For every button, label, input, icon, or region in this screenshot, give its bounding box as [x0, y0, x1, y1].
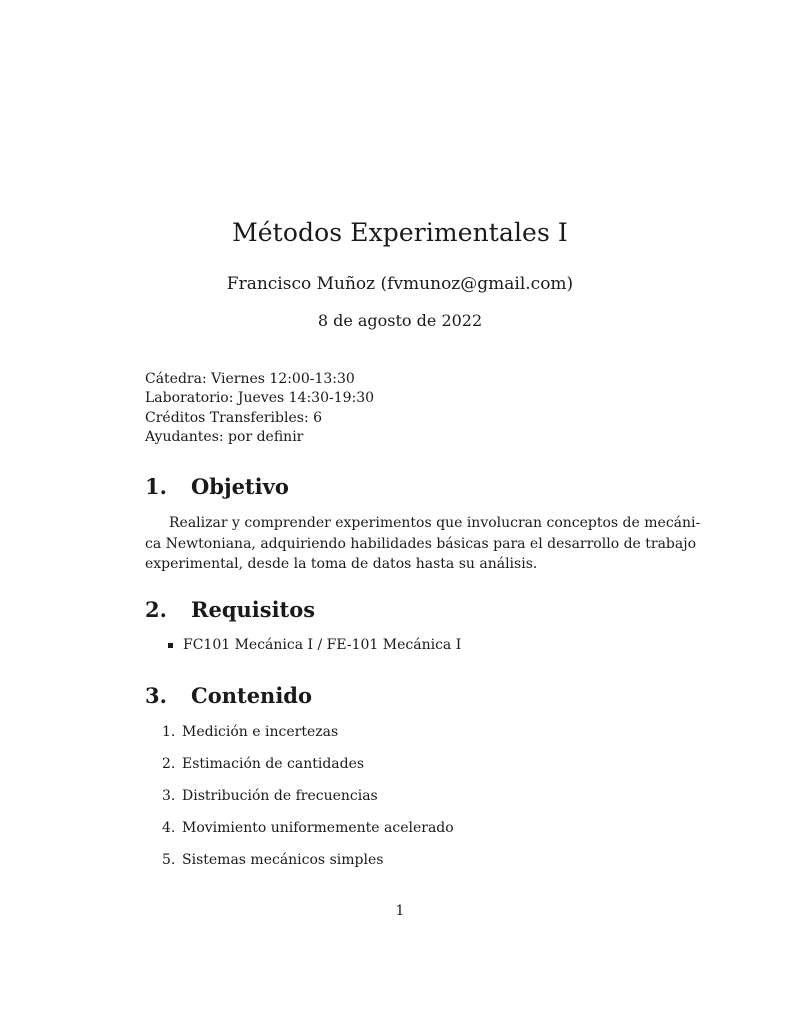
list-index: 5.	[162, 852, 176, 868]
document-date: 8 de agosto de 2022	[317, 311, 483, 330]
list-item	[162, 786, 454, 818]
section-title: Objetivo	[191, 474, 289, 499]
info-creditos: Créditos Transferibles: 6	[145, 409, 323, 426]
paragraph-line: ca Newtoniana, adquiriendo habilidades básicas para el desarrollo de trabajo	[145, 535, 697, 552]
document-title: Métodos Experimentales I	[232, 218, 568, 247]
objetivo-paragraph	[145, 513, 701, 575]
list-index: 3.	[162, 788, 176, 804]
section-heading-contenido	[145, 683, 312, 708]
section-number: 2.	[145, 597, 167, 622]
list-item	[162, 722, 454, 754]
section-heading-objetivo	[145, 474, 289, 499]
section-heading-requisitos	[145, 597, 315, 622]
bullet-icon	[168, 643, 173, 648]
course-info	[145, 370, 374, 447]
section-number: 1.	[145, 474, 167, 499]
list-item	[162, 850, 454, 882]
list-text: Estimación de cantidades	[182, 756, 365, 772]
section-title: Contenido	[191, 683, 312, 708]
section-number: 3.	[145, 683, 167, 708]
list-text: Movimiento uniformemente acelerado	[182, 820, 454, 836]
info-ayudantes: Ayudantes: por definir	[145, 428, 304, 445]
list-item	[162, 818, 454, 850]
list-item	[168, 637, 461, 653]
list-index: 2.	[162, 756, 176, 772]
section-title: Requisitos	[191, 597, 316, 622]
info-laboratorio: Laboratorio: Jueves 14:30-19:30	[145, 390, 375, 407]
list-text: Distribución de frecuencias	[182, 788, 378, 804]
paragraph-line: Realizar y comprender experimentos que involucran conceptos de mecáni-	[169, 515, 701, 531]
list-text: Medición e incertezas	[182, 724, 339, 740]
list-index: 4.	[162, 820, 176, 836]
author-line: Francisco Muñoz (fvmunoz@gmail.com)	[226, 274, 574, 294]
page-number: 1	[395, 903, 405, 919]
paragraph-line: experimental, desde la toma de datos hasta su análisis.	[145, 556, 538, 572]
requisito-text: FC101 Mecánica I / FE-101 Mecánica I	[183, 637, 462, 653]
contenido-list	[162, 722, 454, 882]
list-index: 1.	[162, 724, 176, 740]
list-item	[162, 754, 454, 786]
list-text: Sistemas mecánicos simples	[182, 852, 384, 868]
info-catedra: Cátedra: Viernes 12:00-13:30	[145, 371, 355, 387]
